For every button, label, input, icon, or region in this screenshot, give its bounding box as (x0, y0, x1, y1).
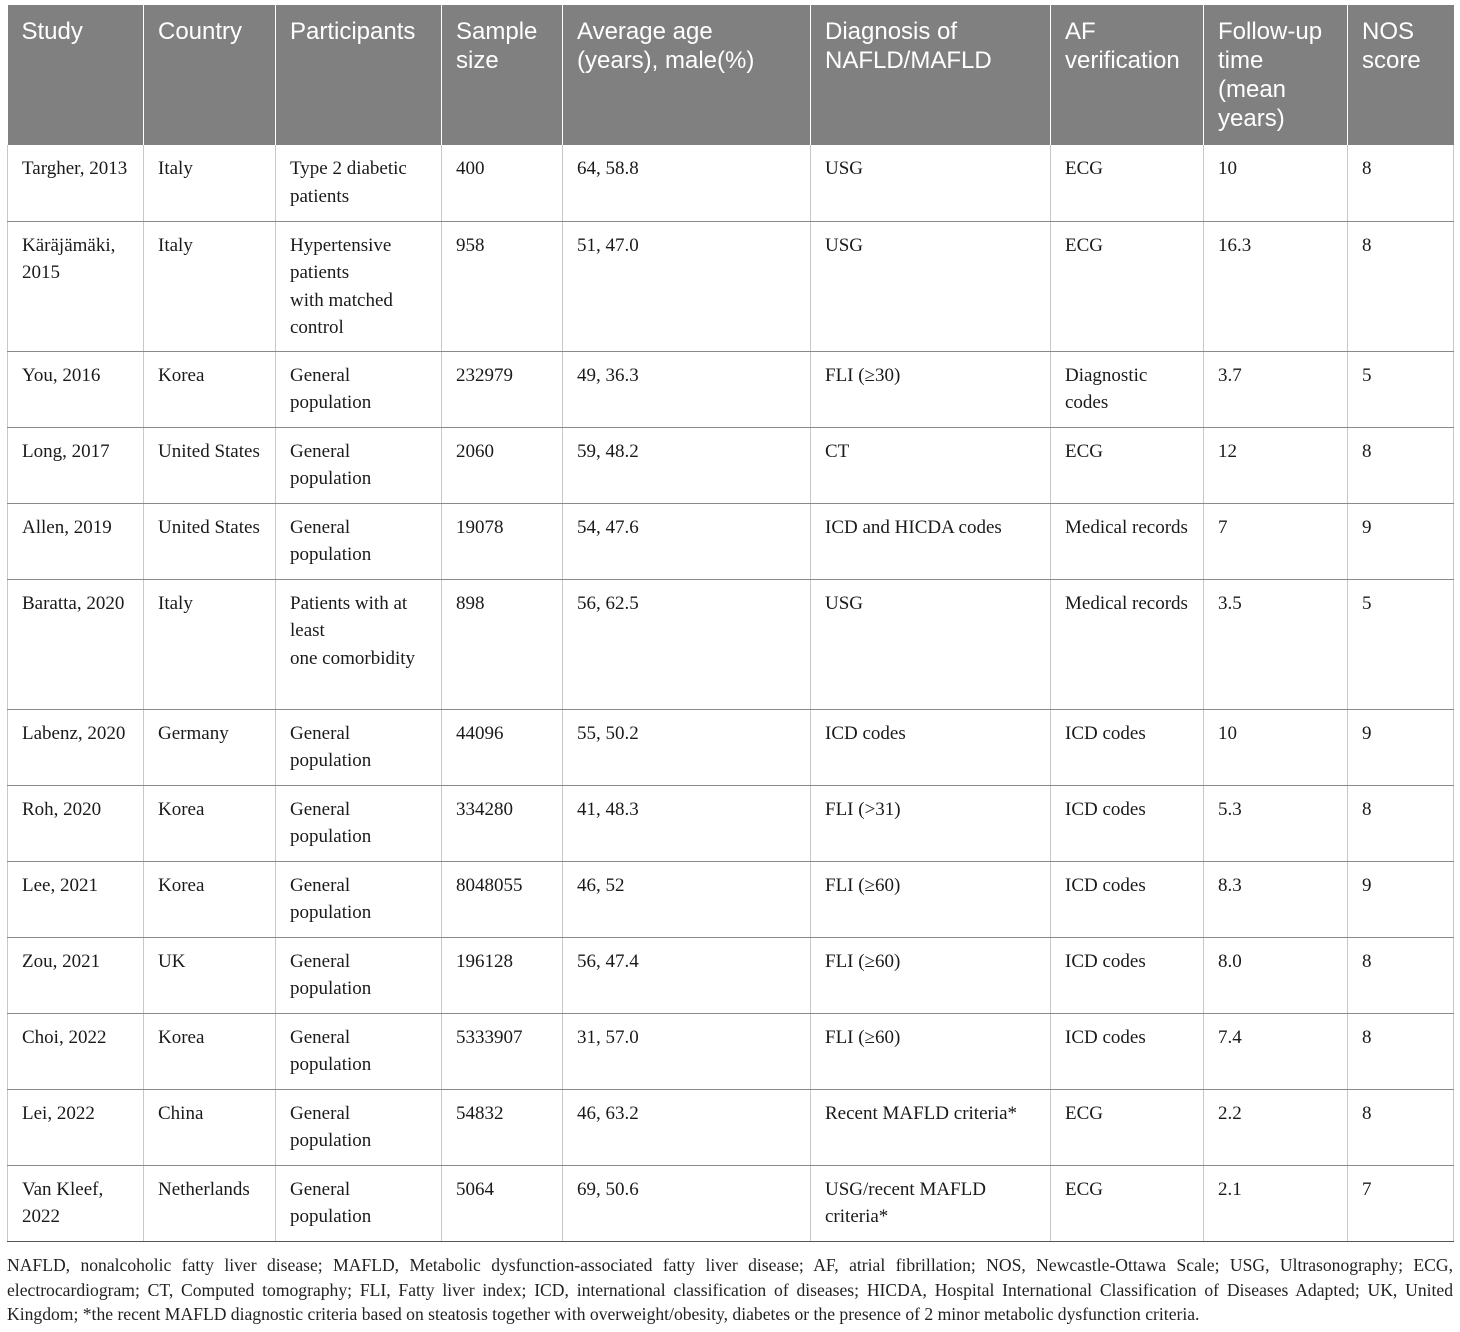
cell-nos-score: 8 (1348, 1089, 1454, 1165)
table-row (8, 351, 1454, 427)
table-row (8, 1165, 1454, 1241)
cell-participants: General population (276, 427, 442, 503)
cell-participants: Patients with at least one comorbidity (276, 579, 442, 709)
cell-country: China (144, 1089, 276, 1165)
header-af-verification: AF verification (1051, 5, 1204, 145)
table-row (8, 221, 1454, 351)
cell-diagnosis: FLI (≥60) (811, 861, 1051, 937)
cell-average-age: 31, 57.0 (563, 1013, 811, 1089)
cell-study: Käräjämäki, 2015 (8, 221, 144, 351)
cell-country: Korea (144, 1013, 276, 1089)
cell-sample-size: 2060 (442, 427, 563, 503)
cell-af-verification: ECG (1051, 427, 1204, 503)
study-table-container (7, 5, 1453, 1242)
cell-average-age: 69, 50.6 (563, 1165, 811, 1241)
cell-af-verification: Medical records (1051, 579, 1204, 709)
cell-nos-score: 8 (1348, 145, 1454, 221)
cell-country: Italy (144, 221, 276, 351)
cell-participants: General population (276, 1013, 442, 1089)
cell-follow-up: 8.3 (1204, 861, 1348, 937)
cell-af-verification: ICD codes (1051, 709, 1204, 785)
table-row (8, 1013, 1454, 1089)
cell-sample-size: 196128 (442, 937, 563, 1013)
table-row (8, 709, 1454, 785)
cell-follow-up: 7.4 (1204, 1013, 1348, 1089)
cell-diagnosis: CT (811, 427, 1051, 503)
header-country: Country (144, 5, 276, 145)
cell-participants: General population (276, 785, 442, 861)
cell-nos-score: 9 (1348, 503, 1454, 579)
cell-sample-size: 958 (442, 221, 563, 351)
cell-study: Targher, 2013 (8, 145, 144, 221)
cell-sample-size: 5064 (442, 1165, 563, 1241)
cell-country: Korea (144, 351, 276, 427)
cell-af-verification: ECG (1051, 221, 1204, 351)
cell-follow-up: 12 (1204, 427, 1348, 503)
cell-diagnosis: USG (811, 145, 1051, 221)
cell-nos-score: 8 (1348, 1013, 1454, 1089)
cell-average-age: 46, 63.2 (563, 1089, 811, 1165)
cell-diagnosis: ICD and HICDA codes (811, 503, 1051, 579)
header-study: Study (8, 5, 144, 145)
cell-nos-score: 8 (1348, 785, 1454, 861)
cell-follow-up: 16.3 (1204, 221, 1348, 351)
cell-sample-size: 5333907 (442, 1013, 563, 1089)
header-diagnosis: Diagnosis of NAFLD/MAFLD (811, 5, 1051, 145)
cell-average-age: 41, 48.3 (563, 785, 811, 861)
cell-af-verification: ECG (1051, 1165, 1204, 1241)
cell-study: Long, 2017 (8, 427, 144, 503)
cell-nos-score: 8 (1348, 937, 1454, 1013)
header-participants: Participants (276, 5, 442, 145)
cell-diagnosis: USG/recent MAFLD criteria* (811, 1165, 1051, 1241)
cell-follow-up: 10 (1204, 145, 1348, 221)
table-row (8, 427, 1454, 503)
cell-af-verification: ECG (1051, 1089, 1204, 1165)
header-sample-size: Sample size (442, 5, 563, 145)
table-footnote: NAFLD, nonalcoholic fatty liver disease; MAFLD, Metabolic dysfunction-associated fatty liver disease; AF, atrial fibrillation; NOS, Newcastle-Ottawa Scale; USG, Ultrasonography; ECG, electrocardiogram; CT, Computed tomography; FLI, Fatty liver index; ICD, international classification of diseases; HICDA, Hospital International Classification of Diseases Adapted; UK, United Kingdom; *the recent MAFLD diagnostic criteria based on steatosis together with overweight/obesity, diabetes or the presence of 2 minor metabolic dysfunction criteria. (7, 1255, 1453, 1324)
cell-af-verification: Diagnostic codes (1051, 351, 1204, 427)
cell-average-age: 59, 48.2 (563, 427, 811, 503)
table-row (8, 785, 1454, 861)
cell-diagnosis: FLI (≥60) (811, 1013, 1051, 1089)
cell-sample-size: 44096 (442, 709, 563, 785)
cell-nos-score: 5 (1348, 579, 1454, 709)
cell-sample-size: 19078 (442, 503, 563, 579)
cell-sample-size: 232979 (442, 351, 563, 427)
cell-participants: General population (276, 709, 442, 785)
cell-study: Roh, 2020 (8, 785, 144, 861)
cell-af-verification: ICD codes (1051, 785, 1204, 861)
table-row (8, 145, 1454, 221)
cell-follow-up: 10 (1204, 709, 1348, 785)
cell-sample-size: 400 (442, 145, 563, 221)
cell-study: Labenz, 2020 (8, 709, 144, 785)
cell-study: Zou, 2021 (8, 937, 144, 1013)
cell-sample-size: 8048055 (442, 861, 563, 937)
cell-nos-score: 8 (1348, 221, 1454, 351)
table-row (8, 937, 1454, 1013)
cell-study: Allen, 2019 (8, 503, 144, 579)
header-follow-up: Follow-up time (mean years) (1204, 5, 1348, 145)
cell-participants: Type 2 diabetic patients (276, 145, 442, 221)
cell-sample-size: 54832 (442, 1089, 563, 1165)
cell-diagnosis: FLI (≥60) (811, 937, 1051, 1013)
cell-study: Van Kleef, 2022 (8, 1165, 144, 1241)
cell-average-age: 49, 36.3 (563, 351, 811, 427)
cell-sample-size: 334280 (442, 785, 563, 861)
cell-participants: General population (276, 351, 442, 427)
table-row (8, 1089, 1454, 1165)
cell-country: Netherlands (144, 1165, 276, 1241)
cell-nos-score: 7 (1348, 1165, 1454, 1241)
cell-follow-up: 5.3 (1204, 785, 1348, 861)
cell-study: Lei, 2022 (8, 1089, 144, 1165)
cell-diagnosis: FLI (>31) (811, 785, 1051, 861)
cell-follow-up: 2.1 (1204, 1165, 1348, 1241)
cell-country: Germany (144, 709, 276, 785)
cell-af-verification: ICD codes (1051, 937, 1204, 1013)
cell-nos-score: 5 (1348, 351, 1454, 427)
cell-average-age: 46, 52 (563, 861, 811, 937)
cell-diagnosis: ICD codes (811, 709, 1051, 785)
cell-study: You, 2016 (8, 351, 144, 427)
cell-nos-score: 9 (1348, 709, 1454, 785)
cell-af-verification: ECG (1051, 145, 1204, 221)
cell-diagnosis: USG (811, 221, 1051, 351)
cell-study: Baratta, 2020 (8, 579, 144, 709)
cell-average-age: 56, 62.5 (563, 579, 811, 709)
cell-af-verification: ICD codes (1051, 1013, 1204, 1089)
cell-country: United States (144, 427, 276, 503)
cell-study: Lee, 2021 (8, 861, 144, 937)
cell-diagnosis: FLI (≥30) (811, 351, 1051, 427)
cell-sample-size: 898 (442, 579, 563, 709)
cell-af-verification: Medical records (1051, 503, 1204, 579)
header-average-age: Average age (years), male(%) (563, 5, 811, 145)
cell-country: Italy (144, 579, 276, 709)
cell-average-age: 56, 47.4 (563, 937, 811, 1013)
cell-af-verification: ICD codes (1051, 861, 1204, 937)
cell-country: Korea (144, 785, 276, 861)
cell-follow-up: 3.5 (1204, 579, 1348, 709)
cell-average-age: 55, 50.2 (563, 709, 811, 785)
cell-nos-score: 9 (1348, 861, 1454, 937)
cell-participants: General population (276, 1089, 442, 1165)
cell-follow-up: 7 (1204, 503, 1348, 579)
cell-participants: General population (276, 503, 442, 579)
cell-study: Choi, 2022 (8, 1013, 144, 1089)
table-row (8, 579, 1454, 709)
cell-follow-up: 8.0 (1204, 937, 1348, 1013)
cell-country: United States (144, 503, 276, 579)
table-body (8, 145, 1454, 1241)
cell-diagnosis: Recent MAFLD criteria* (811, 1089, 1051, 1165)
cell-country: UK (144, 937, 276, 1013)
cell-participants: General population (276, 937, 442, 1013)
cell-participants: General population (276, 1165, 442, 1241)
cell-average-age: 54, 47.6 (563, 503, 811, 579)
cell-follow-up: 2.2 (1204, 1089, 1348, 1165)
cell-nos-score: 8 (1348, 427, 1454, 503)
table-header-row (8, 5, 1454, 145)
cell-country: Italy (144, 145, 276, 221)
cell-follow-up: 3.7 (1204, 351, 1348, 427)
cell-country: Korea (144, 861, 276, 937)
cell-average-age: 51, 47.0 (563, 221, 811, 351)
cell-average-age: 64, 58.8 (563, 145, 811, 221)
table-row (8, 503, 1454, 579)
study-characteristics-table (7, 5, 1454, 1242)
cell-diagnosis: USG (811, 579, 1051, 709)
cell-participants: Hypertensive patients with matched control (276, 221, 442, 351)
header-nos-score: NOS score (1348, 5, 1454, 145)
table-row (8, 861, 1454, 937)
cell-participants: General population (276, 861, 442, 937)
